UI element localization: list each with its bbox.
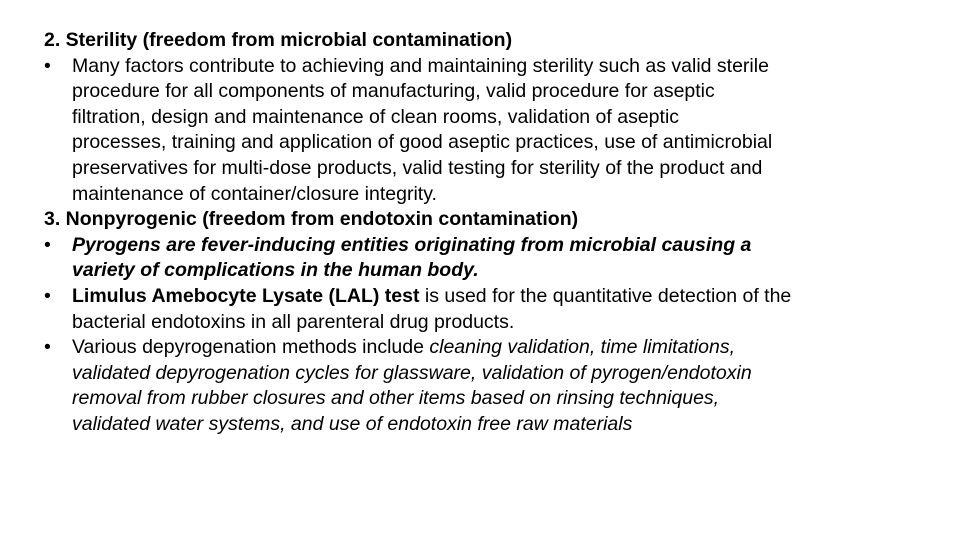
section-2-heading: 2. Sterility (freedom from microbial contamination)	[44, 29, 513, 51]
bullet-icon: •	[44, 336, 51, 359]
bullet-continuation: validated depyrogenation cycles for glassware, validation of pyrogen/endotoxin	[72, 361, 752, 384]
section-3-bullet-1	[44, 233, 930, 259]
bullet-continuation: procedure for all components of manufacturing, valid procedure for aseptic	[72, 80, 715, 103]
bullet-icon: •	[44, 284, 51, 307]
bullet-text: Various depyrogenation methods include	[72, 336, 430, 359]
section-3-bullet-2	[44, 284, 930, 310]
bullet-icon: •	[44, 233, 51, 256]
section-3-heading: 3. Nonpyrogenic (freedom from endotoxin contamination)	[44, 208, 579, 231]
bullet-continuation: maintenance of container/closure integrity.	[72, 182, 437, 205]
lal-test-term: Limulus Amebocyte Lysate (LAL) test	[72, 284, 420, 307]
bullet-continuation: preservatives for multi-dose products, valid testing for sterility of the product and	[72, 156, 763, 179]
bullet-continuation: processes, training and application of good aseptic practices, use of antimicrobial	[72, 131, 773, 154]
bullet-continuation: filtration, design and maintenance of clean rooms, validation of aseptic	[72, 105, 680, 128]
bullet-text: Pyrogens are fever-inducing entities originating from microbial causing a	[72, 233, 752, 256]
bullet-continuation: removal from rubber closures and other items based on rinsing techniques,	[72, 387, 720, 410]
bullet-text-italic: cleaning validation, time limitations,	[429, 336, 736, 359]
bullet-text: is used for the quantitative detection of the	[419, 284, 792, 307]
section-3-bullet-3	[44, 335, 930, 361]
bullet-text: Many factors contribute to achieving and maintaining sterility such as valid sterile	[72, 54, 769, 77]
section-2-bullet-1	[44, 54, 930, 80]
bullet-icon: •	[44, 54, 51, 77]
bullet-continuation: variety of complications in the human body.	[72, 259, 479, 282]
bullet-continuation: validated water systems, and use of endotoxin free raw materials	[72, 412, 633, 435]
bullet-continuation: bacterial endotoxins in all parenteral drug products.	[72, 310, 515, 333]
